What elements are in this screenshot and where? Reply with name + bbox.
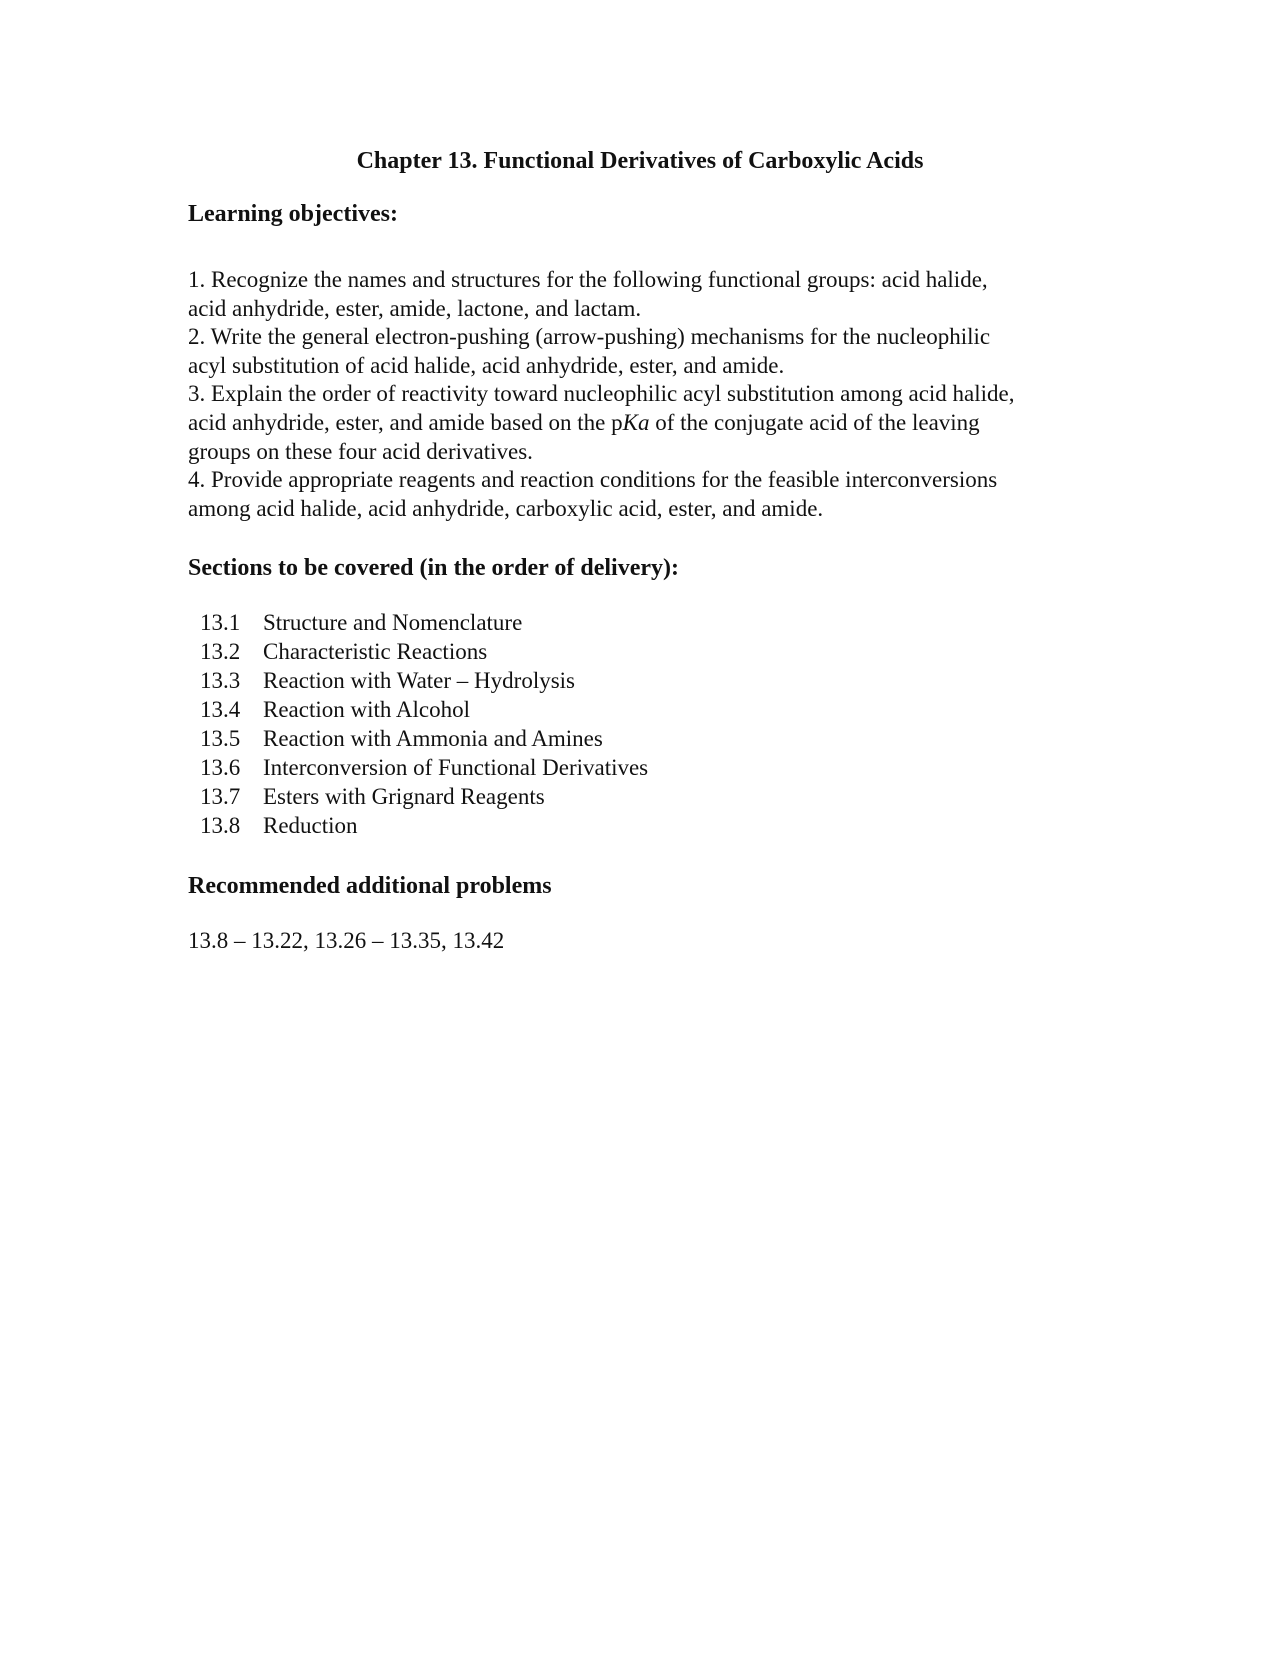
section-item bbox=[200, 782, 648, 811]
section-item bbox=[200, 637, 648, 666]
section-title: Reaction with Ammonia and Amines bbox=[263, 726, 603, 751]
section-title: Reaction with Water – Hydrolysis bbox=[263, 668, 576, 693]
section-number: 13.7 bbox=[200, 784, 241, 809]
section-number: 13.5 bbox=[200, 726, 241, 751]
objective-line: acid anhydride, ester, amide, lactone, and lactam. bbox=[188, 295, 642, 321]
objective-line-pka-before: acid anhydride, ester, and amide based on the p bbox=[188, 409, 623, 435]
section-item bbox=[200, 666, 648, 695]
objective-line: 4. Provide appropriate reagents and reaction conditions for the feasible interconversions bbox=[188, 467, 998, 493]
objective-line: 1. Recognize the names and structures for the following functional groups: acid halide, bbox=[188, 267, 988, 292]
section-title: Interconversion of Functional Derivatives bbox=[263, 755, 649, 780]
objective-line: acyl substitution of acid halide, acid anhydride, ester, and amide. bbox=[188, 352, 785, 378]
section-number: 13.8 bbox=[200, 813, 241, 838]
section-item bbox=[200, 753, 648, 782]
sections-heading: Sections to be covered (in the order of delivery): bbox=[188, 555, 680, 581]
section-item bbox=[200, 608, 648, 637]
section-title: Structure and Nomenclature bbox=[263, 610, 523, 635]
section-title: Reduction bbox=[263, 813, 358, 838]
section-title: Reaction with Alcohol bbox=[263, 697, 470, 722]
recommended-problems-list: 13.8 – 13.22, 13.26 – 13.35, 13.42 bbox=[188, 928, 505, 953]
chapter-title: Chapter 13. Functional Derivatives of Carboxylic Acids bbox=[356, 148, 924, 174]
section-item bbox=[200, 695, 648, 724]
section-item bbox=[200, 811, 648, 840]
sections-list bbox=[200, 608, 648, 840]
objective-line: 2. Write the general electron-pushing (arrow-pushing) mechanisms for the nucleophilic bbox=[188, 324, 991, 350]
section-number: 13.4 bbox=[200, 697, 241, 722]
pka-italic: Ka bbox=[622, 409, 650, 435]
objective-line: among acid halide, acid anhydride, carboxylic acid, ester, and amide. bbox=[188, 495, 824, 521]
section-number: 13.2 bbox=[200, 639, 241, 664]
objective-line: groups on these four acid derivatives. bbox=[188, 438, 533, 464]
objective-line: 3. Explain the order of reactivity toward nucleophilic acyl substitution among acid halide, bbox=[188, 381, 1015, 407]
section-title: Esters with Grignard Reagents bbox=[263, 784, 545, 809]
section-number: 13.1 bbox=[200, 610, 241, 635]
learning-objectives-heading: Learning objectives: bbox=[188, 201, 398, 227]
section-item bbox=[200, 724, 648, 753]
learning-objectives-list bbox=[188, 266, 1028, 523]
section-number: 13.6 bbox=[200, 755, 241, 780]
objective-line-pka-after: of the conjugate acid of the leaving bbox=[649, 409, 980, 435]
objective-line-pka bbox=[188, 409, 1028, 438]
recommended-problems-heading: Recommended additional problems bbox=[188, 873, 552, 899]
section-number: 13.3 bbox=[200, 668, 241, 693]
section-title: Characteristic Reactions bbox=[263, 639, 488, 664]
